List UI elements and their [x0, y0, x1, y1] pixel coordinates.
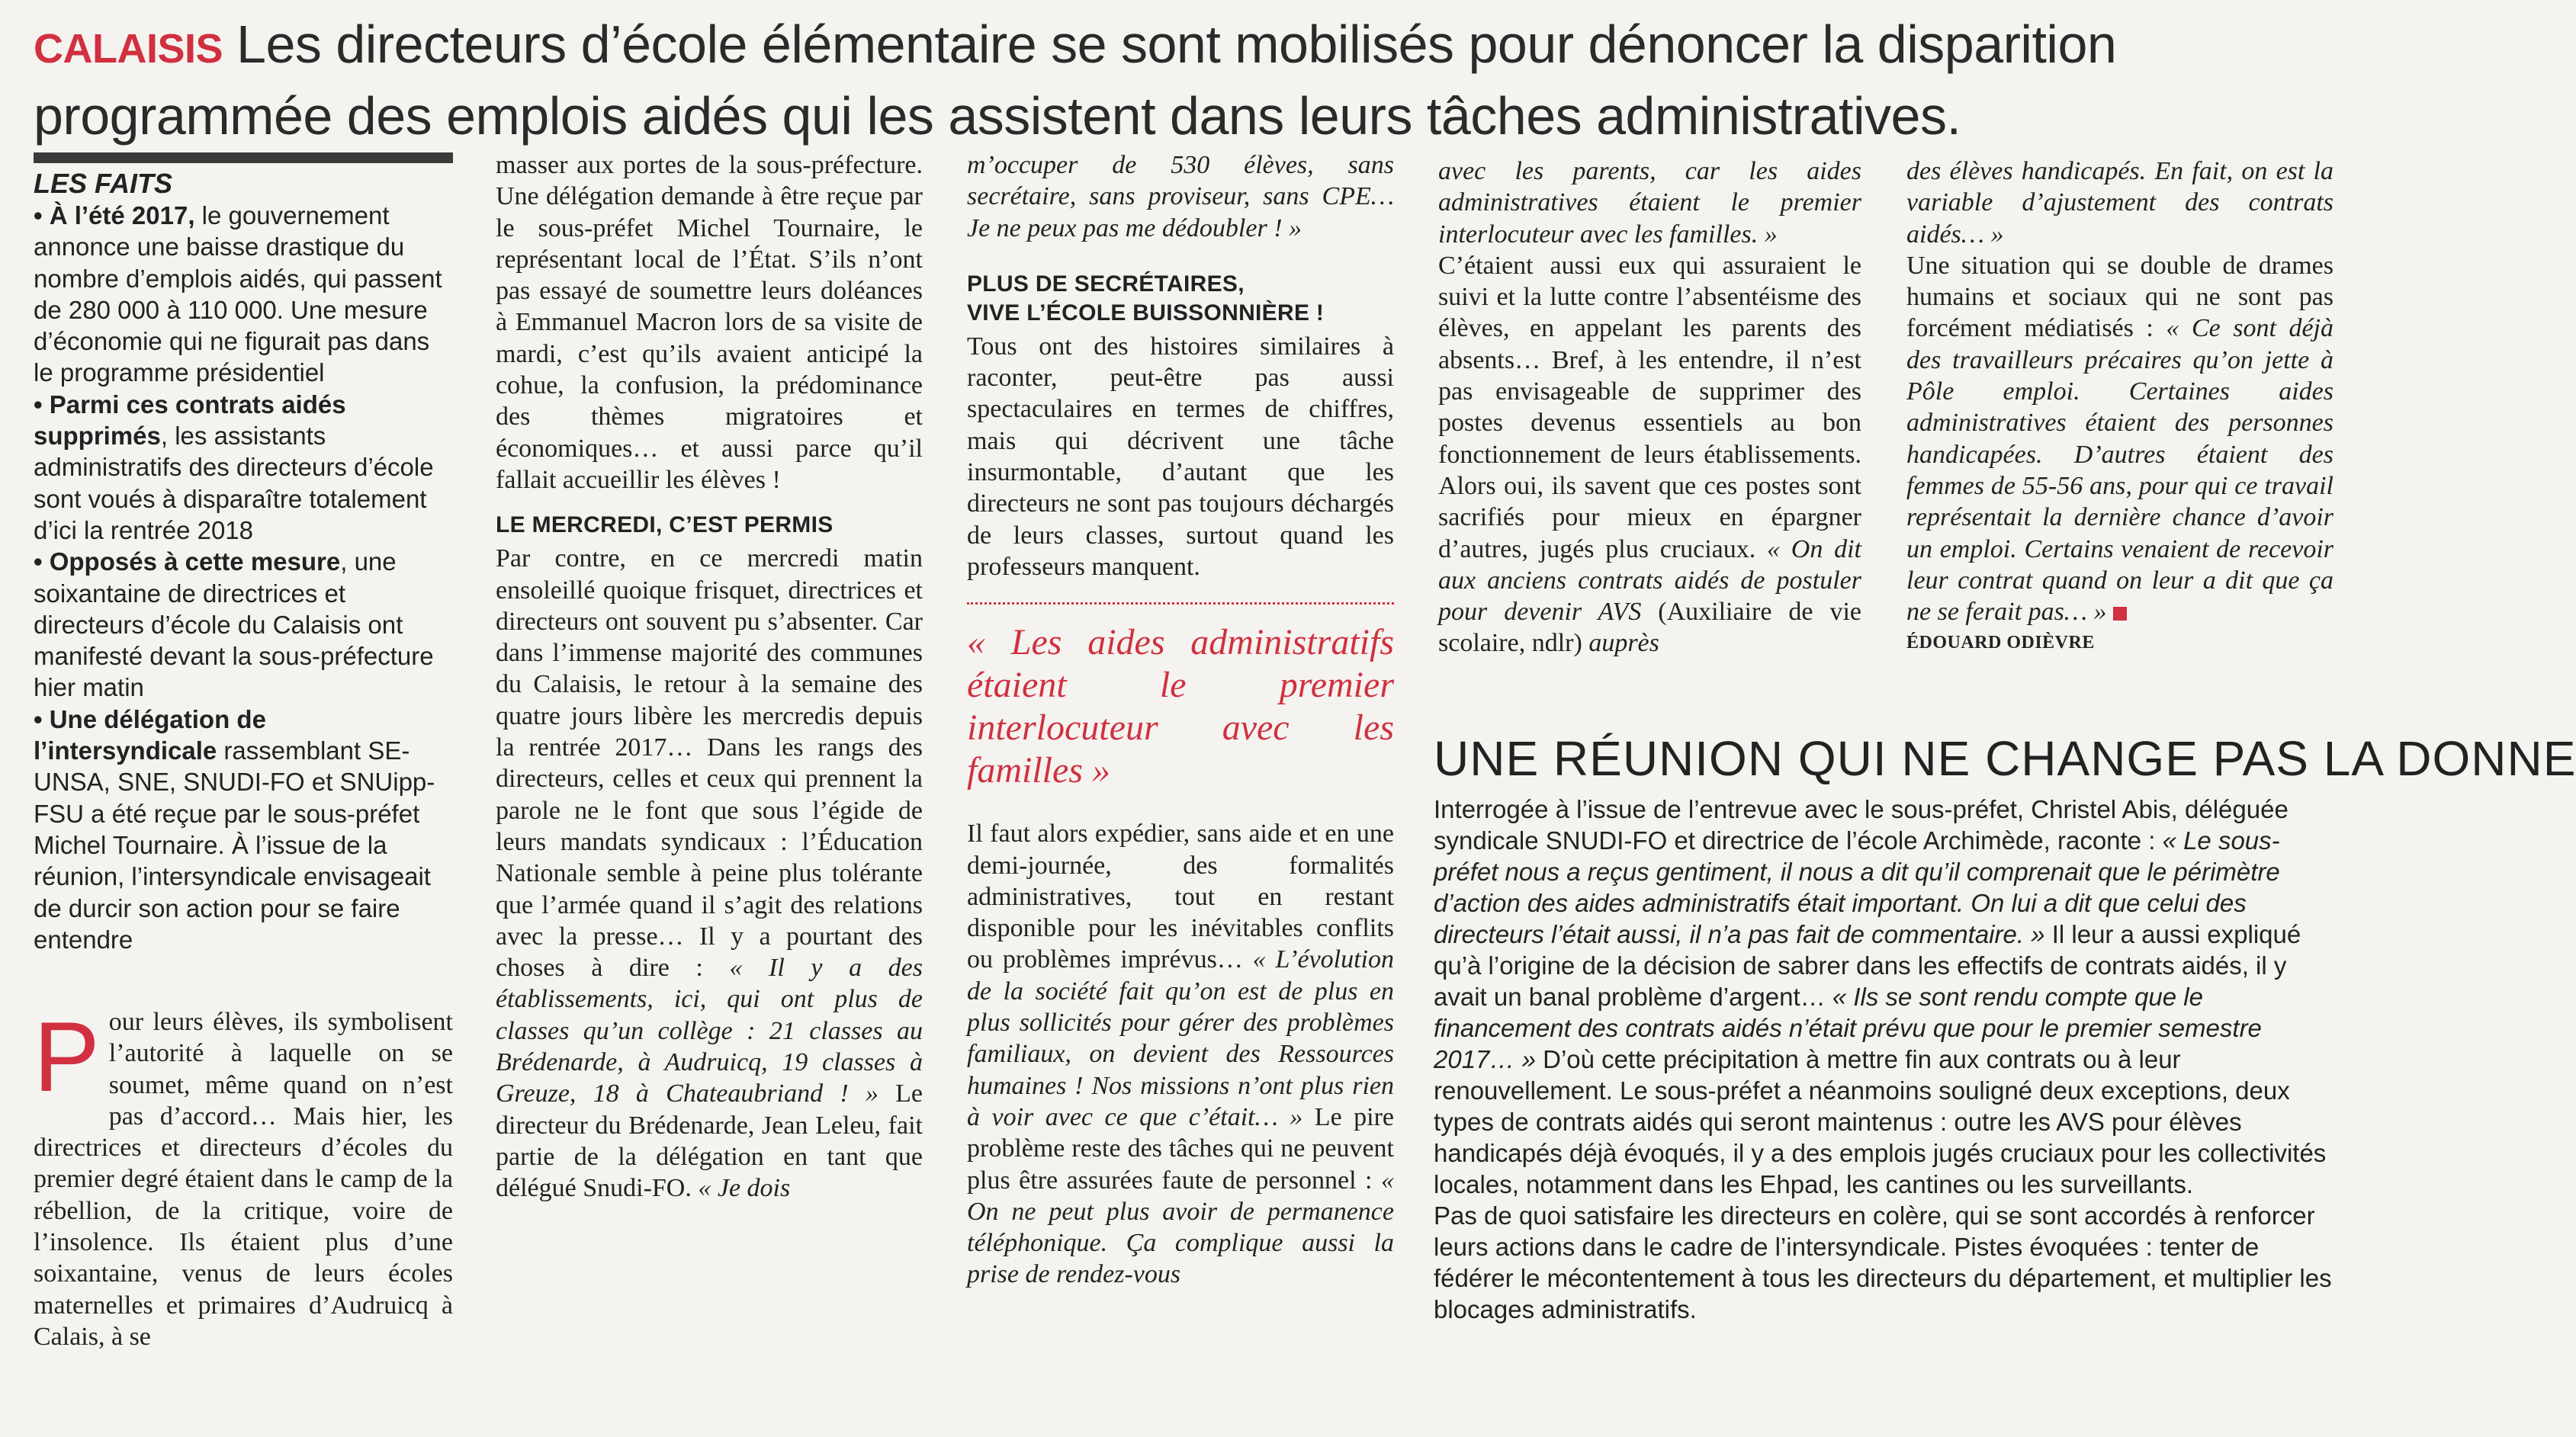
article-text: our leurs élèves, ils symbolisent l’autorité à laquelle on se soumet, même quand on n’est pas d’accord… Mais hier, les directrices et directeurs d’écoles du premier degré étaient dans le camp de la rébellion, de la critique, voire de l’insolence. Ils étaient plus d’une soixantaine, venus de leurs écoles maternelles et primaires d’Audruicq à Calais, à se [34, 1008, 453, 1351]
faits-column [34, 152, 453, 955]
section-kicker: CALAISIS [34, 26, 223, 72]
faits-item: • Parmi ces contrats aidés supprimés, les assistants administratifs des directeurs d’école sont voués à disparaître totalement d’ici la rentrée 2018 [34, 390, 434, 544]
article-column-1 [34, 1001, 453, 1352]
faits-item: • À l’été 2017, le gouvernement annonce une baisse drastique du nombre d’emplois aidés, qui passent de 280 000 à 110 000. Une mesure d’économie qui ne figurait pas dans le programme présidentiel [34, 201, 442, 387]
pull-quote: « Les aides administratifs étaient le premier interlocuteur avec les familles » [967, 602, 1394, 792]
article-paragraph: Par contre, en ce mercredi matin ensoleillé quoique frisquet, directrices et directeurs ont souvent pu s’absenter. Car dans l’immense majorité des communes du Calaisis, le retour à la semaine des quatre jours libère les mercredis depuis la rentrée 2017… Dans les rangs des directeurs, celles et ceux qui prennent la parole ne le font que sous l’égide de leurs mandats syndicaux : l’Éducation Nationale semble à peine plus tolérante que l’armée quand il s’agit des relations avec la presse… Il y a pourtant des choses à dire : « Il y a des établissements, ici, qui ont plus de classes qu’un collège : 21 classes au Brédenarde, à Audruicq, 19 classes à Greuze, 18 à Chateaubriand ! » Le directeur du Brédenarde, Jean Leleu, fait partie de la délégation en tant que délégué Snudi-FO. « Je dois [496, 544, 923, 1203]
box-paragraph: Interrogée à l’issue de l’entrevue avec le sous-préfet, Christel Abis, déléguée syndicale SNUDI-FO et directrice de l’école Archimède, raconte : « Le sous-préfet nous a reçus gentiment, il nous a dit qu’il comprenait que le périmètre d’action des aides administratifs était important. On lui a dit que celui des directeurs l’était aussi, il n’a pas fait de commentaire. » Il leur a aussi expliqué qu’à l’origine de la décision de sabrer dans les effectifs de contrats aidés, il y avait un banal problème d’argent… « Ils se sont rendu compte que le financement des contrats aidés n’était prévu que pour le premier semestre 2017… » D’où cette précipitation à mettre fin aux contrats ou à leur renouvellement. Le sous-préfet a néanmoins souligné deux exceptions, deux types de contrats aidés qui seront maintenus : outre les AVS pour élèves handicapés déjà évoqués, il y a des emplois jugés cruciaux pour les collectivités locales, notamment dans les Ehpad, les cantines ou les surveillants. [1434, 795, 2327, 1198]
article-paragraph: Il faut alors expédier, sans aide et en une demi-journée, des formalités administratives, tout en restant disponible pour les inévitables conflits ou problèmes imprévus… « L’évolution de la société fait qu’on est de plus en plus sollicités pour gérer des problèmes familiaux, on devient des Ressources humaines ! Nos missions n’ont plus rien à voir avec ce que c’était… » Le pire problème reste des tâches qui ne peuvent plus être assurées faute de personnel : « On ne peut plus avoir de permanence téléphonique. Ça complique aussi la prise de rendez-vous [967, 820, 1395, 1289]
headline-text: Les directeurs d’école élémentaire se sont mobilisés pour dénoncer la disparition programmée des emplois aidés qui les assistent dans leurs tâches administratives. [34, 14, 2117, 146]
subheading: PLUS DE SECRÉTAIRES, VIVE L’ÉCOLE BUISSONNIÈRE ! [967, 271, 1325, 326]
end-mark-icon [2113, 607, 2127, 621]
box-paragraph: Pas de quoi satisfaire les directeurs en colère, qui se sont accordés à renforcer leurs actions dans le cadre de l’intersyndicale. Pistes évoquées : tenter de fédérer le mécontentement à tous les directeurs du département, et multiplier les blocages administratifs. [1434, 1201, 2332, 1323]
faits-title: LES FAITS [34, 168, 173, 199]
subheading: LE MERCREDI, C’EST PERMIS [496, 512, 834, 538]
article-quote: avec les parents, car les aides administratives étaient le premier interlocuteur avec les familles. » [1438, 157, 1861, 249]
faits-bar [34, 152, 453, 163]
article-paragraph: masser aux portes de la sous-préfecture. Une délégation demande à être reçue par le sous-préfet Michel Tournaire, le représentant local de l’État. S’ils n’ont pas essayé de soumettre leurs doléances à Emmanuel Macron lors de sa visite de mardi, c’est qu’ils avaient anticipé la cohue, la confusion, la prédominance des thèmes migratoires et économiques… et aussi parce qu’il fallait accueillir les élèves ! [496, 151, 923, 494]
faits-item: • Opposés à cette mesure, une soixantaine de directrices et directeurs d’école du Calaisis ont manifesté devant la sous-préfecture hier matin [34, 547, 434, 702]
article-quote: des élèves handicapés. En fait, on est la variable d’ajustement des contrats aidés… » [1906, 157, 2333, 249]
article-column-5 [1906, 156, 2333, 659]
article-column-4 [1438, 156, 1861, 659]
article-column-3 [967, 149, 1394, 1291]
sidebar-box [1434, 728, 2576, 1325]
headline [34, 11, 2352, 149]
drop-cap: P [34, 1001, 100, 1112]
article-quote: m’occuper de 530 élèves, sans secrétaire, sans proviseur, sans CPE… Je ne peux pas me dédoubler ! » [967, 151, 1394, 242]
article-paragraph: Une situation qui se double de drames humains et sociaux qui ne sont pas forcément médiatisés : « Ce sont déjà des travailleurs précaires qu’on jette à Pôle emploi. Certaines aides administratives étaient des personnes handicapées. D’autres étaient des femmes de 55-56 ans, pour qui ce travail représentait la dernière chance d’avoir un emploi. Certains venaient de recevoir leur contrat quand on leur a dit que ça ne se ferait pas… » [1906, 251, 2334, 627]
author-signature: ÉDOUARD ODIÈVRE [1906, 633, 2095, 653]
article-column-2 [496, 149, 923, 1204]
box-title: UNE RÉUNION QUI NE CHANGE PAS LA DONNE [1434, 731, 2576, 786]
article-paragraph: C’étaient aussi eux qui assuraient le suivi et la lutte contre l’absentéisme des élèves, en appelant les parents des absents… Bref, à les entendre, il n’est pas envisageable de supprimer des postes devenus essentiels au bon fonctionnement de leurs établissements. Alors oui, ils savent que ces postes sont sacrifiés pour mieux en épargner d’autres, jugés plus cruciaux. « On dit aux anciens contrats aidés de postuler pour devenir AVS (Auxiliaire de vie scolaire, ndlr) auprès [1438, 251, 1861, 658]
faits-item: • Une délégation de l’intersyndicale rassemblant SE-UNSA, SNE, SNUDI-FO et SNUipp-FSU a été reçue par le sous-préfet Michel Tournaire. À l’issue de la réunion, l’intersyndicale envisageait de durcir son action pour se faire entendre [34, 704, 435, 954]
article-paragraph: Tous ont des histoires similaires à raconter, peut-être pas aussi spectaculaires en termes de chiffres, mais qui décrivent une tâche insurmontable, d’autant que les directeurs ne sont pas toujours déchargés de leurs classes, surtout quand les professeurs manquent. [967, 332, 1394, 581]
